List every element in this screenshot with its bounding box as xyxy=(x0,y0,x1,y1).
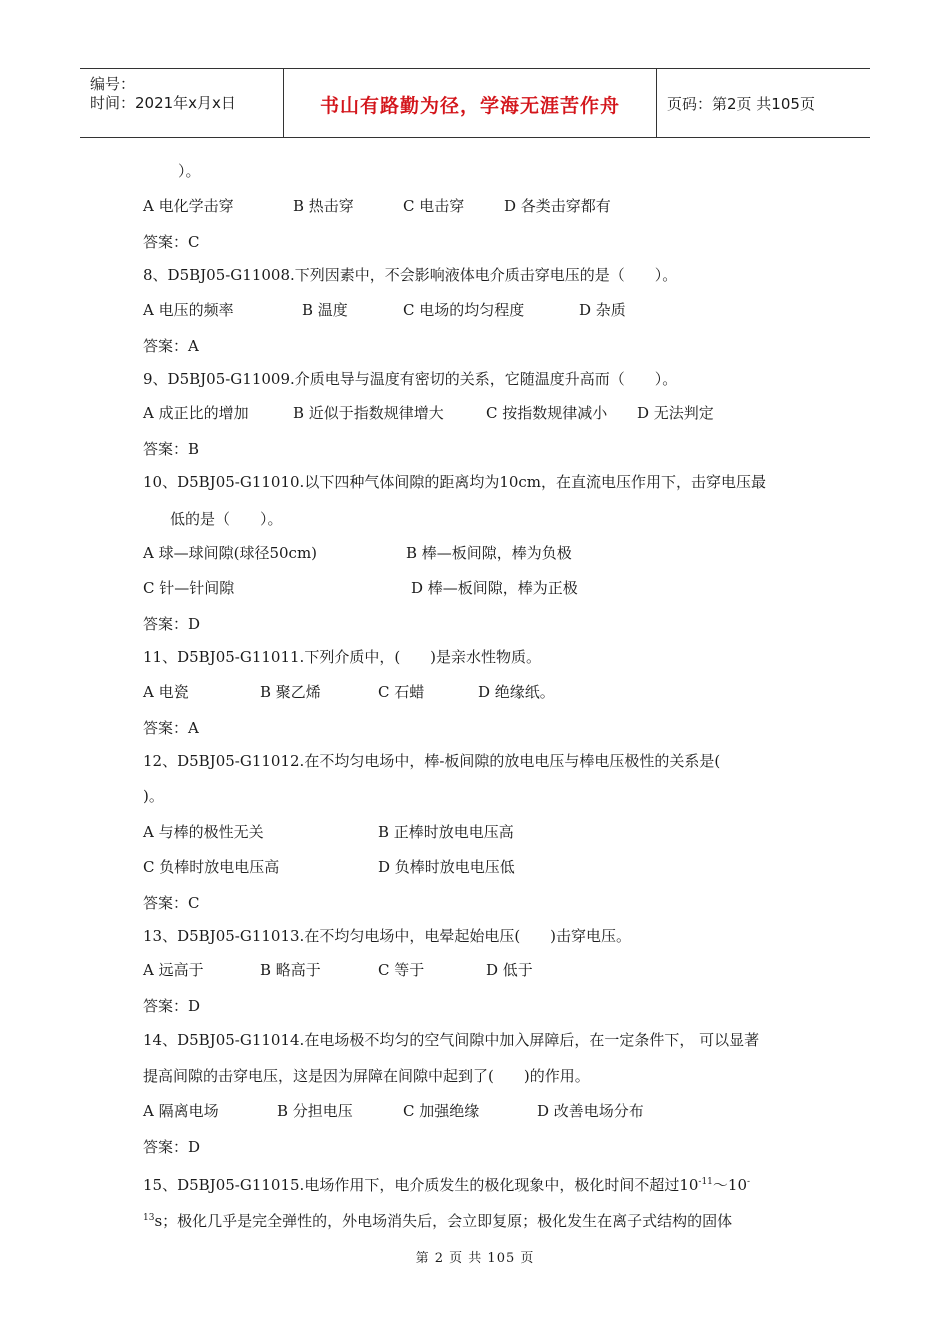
q10-option-c: C 针—针间隙 xyxy=(143,579,235,597)
q9-option-c: C 按指数规律减小 xyxy=(486,404,608,422)
q15-line1-part2: ～10 xyxy=(712,1176,747,1194)
page-header xyxy=(80,68,870,138)
q10-text-line1: 10、D5BJ05-G11010.以下四种气体间隙的距离均为10cm，在直流电压作用下，击穿电压最 xyxy=(143,473,767,491)
q8-option-c: C 电场的均匀程度 xyxy=(403,301,525,319)
q9-answer: 答案：B xyxy=(143,440,200,458)
q10-option-b: B 棒—板间隙，棒为负极 xyxy=(406,544,572,562)
q13-option-b: B 略高于 xyxy=(260,961,321,979)
header-meta-cell xyxy=(80,69,283,137)
q12-option-a: A 与棒的极性无关 xyxy=(143,823,264,841)
q7-option-c: C 电击穿 xyxy=(403,197,465,215)
q9-option-d: D 无法判定 xyxy=(637,404,714,422)
q11-option-a: A 电瓷 xyxy=(143,683,189,701)
q15-exponent-1: -11 xyxy=(698,1177,713,1187)
page-info: 页码：第2页 共105页 xyxy=(667,95,815,113)
q7-option-d: D 各类击穿都有 xyxy=(504,197,611,215)
q12-answer: 答案：C xyxy=(143,894,200,912)
q7-option-a: A 电化学击穿 xyxy=(143,197,234,215)
q13-option-c: C 等于 xyxy=(378,961,425,979)
q13-option-a: A 远高于 xyxy=(143,961,204,979)
q11-text: 11、D5BJ05-G11011.下列介质中，( )是亲水性物质。 xyxy=(143,648,542,666)
q10-option-d: D 棒—板间隙，棒为正极 xyxy=(411,579,578,597)
q12-option-d: D 负棒时放电电压低 xyxy=(378,858,515,876)
q15-text-line1 xyxy=(143,1172,750,1195)
q10-text-line2: 低的是（ ）。 xyxy=(170,510,283,528)
time-label: 时间：2021年x月x日 xyxy=(90,94,236,112)
q14-option-d: D 改善电场分布 xyxy=(537,1102,644,1120)
q12-text-line1: 12、D5BJ05-G11012.在不均匀电场中，棒-板间隙的放电电压与棒电压极性的关系是( xyxy=(143,752,721,770)
q12-text-line2: )。 xyxy=(143,787,164,805)
q11-answer: 答案：A xyxy=(143,719,199,737)
q15-text-line2 xyxy=(143,1208,732,1231)
q8-text: 8、D5BJ05-G11008.下列因素中，不会影响液体电介质击穿电压的是（ ）。 xyxy=(143,266,678,284)
q13-text: 13、D5BJ05-G11013.在不均匀电场中，电晕起始电压( )击穿电压。 xyxy=(143,927,632,945)
q12-option-c: C 负棒时放电电压高 xyxy=(143,858,280,876)
q15-exponent-2: - xyxy=(747,1177,751,1187)
q9-text: 9、D5BJ05-G11009.介质电导与温度有密切的关系，它随温度升高而（ ）。 xyxy=(143,370,678,388)
q7-answer: 答案：C xyxy=(143,233,200,251)
q8-option-d: D 杂质 xyxy=(579,301,626,319)
q15-exponent-3: 13 xyxy=(143,1213,155,1223)
q11-option-b: B 聚乙烯 xyxy=(260,683,321,701)
page-footer: 第 2 页 共 105 页 xyxy=(415,1251,535,1266)
q13-answer: 答案：D xyxy=(143,997,201,1015)
q14-option-c: C 加强绝缘 xyxy=(403,1102,480,1120)
motto: 书山有路勤为径，学海无涯苦作舟 xyxy=(319,95,620,117)
q14-text-line2: 提高间隙的击穿电压，这是因为屏障在间隙中起到了( )的作用。 xyxy=(143,1067,590,1085)
q12-option-b: B 正棒时放电电压高 xyxy=(378,823,514,841)
q9-option-b: B 近似于指数规律增大 xyxy=(293,404,444,422)
q10-answer: 答案：D xyxy=(143,615,201,633)
q13-option-d: D 低于 xyxy=(486,961,533,979)
q14-text-line1: 14、D5BJ05-G11014.在电场极不均匀的空气间隙中加入屏障后，在一定条件下， 可以显著 xyxy=(143,1031,760,1049)
number-label: 编号： xyxy=(90,75,136,93)
q8-answer: 答案：A xyxy=(143,337,199,355)
q9-option-a: A 成正比的增加 xyxy=(143,404,249,422)
header-page-cell xyxy=(655,69,870,137)
q15-line2-text: s；极化几乎是完全弹性的，外电场消失后，会立即复原；极化发生在离子式结构的固体 xyxy=(154,1212,733,1230)
q11-option-c: C 石蜡 xyxy=(378,683,425,701)
q7-tail: ）。 xyxy=(178,162,201,180)
q11-option-d: D 绝缘纸。 xyxy=(478,683,555,701)
header-motto-cell xyxy=(283,69,657,137)
q8-option-b: B 温度 xyxy=(302,301,348,319)
q15-line1-part1: 15、D5BJ05-G11015.电场作用下，电介质发生的极化现象中，极化时间不超过10 xyxy=(143,1176,699,1194)
q10-option-a: A 球—球间隙(球径50cm) xyxy=(143,544,318,562)
q7-option-b: B 热击穿 xyxy=(293,197,354,215)
q14-option-a: A 隔离电场 xyxy=(143,1102,219,1120)
q14-option-b: B 分担电压 xyxy=(277,1102,353,1120)
q14-answer: 答案：D xyxy=(143,1138,201,1156)
q8-option-a: A 电压的频率 xyxy=(143,301,234,319)
